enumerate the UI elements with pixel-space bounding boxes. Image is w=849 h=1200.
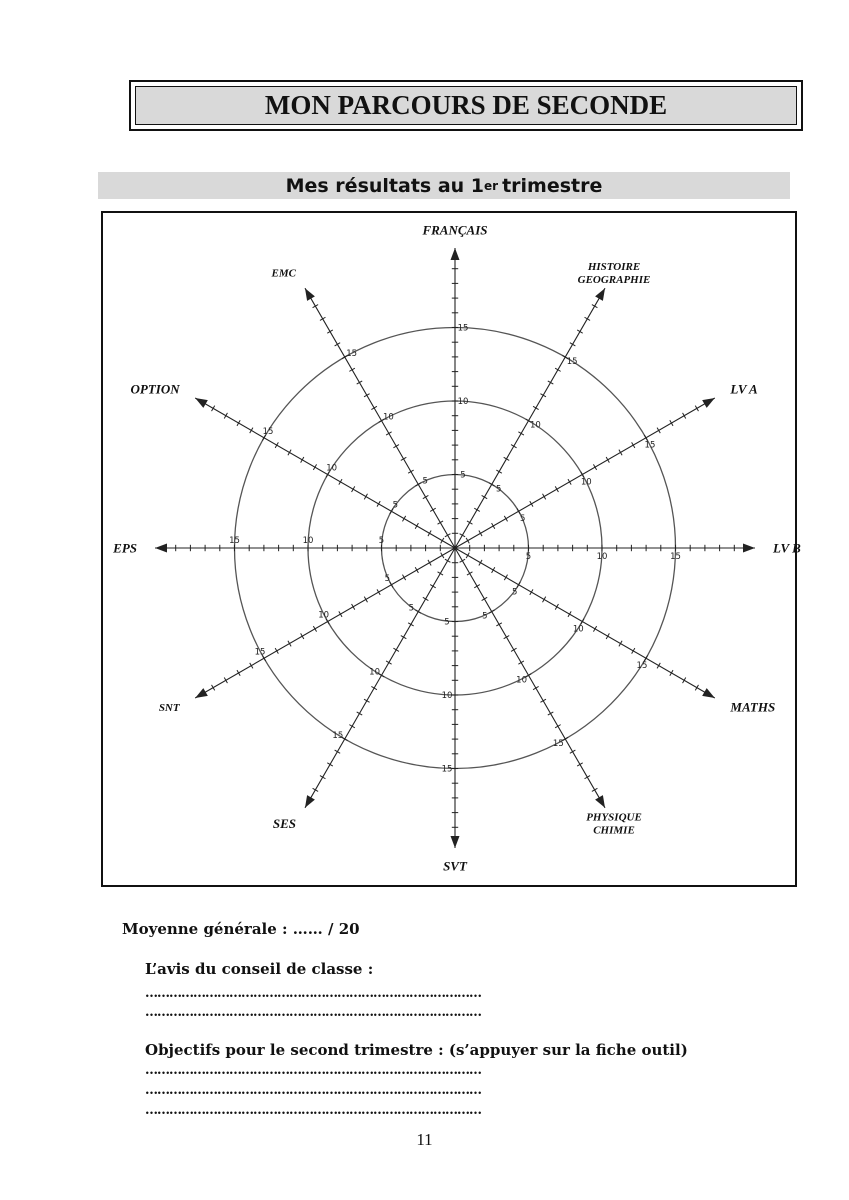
axis-tick: [467, 572, 473, 575]
axis-tick: [438, 521, 444, 524]
axis-tick: [474, 508, 480, 511]
axis-label-lv-b: LV B: [773, 540, 801, 556]
axis-tick: [237, 420, 240, 426]
axis-tick: [592, 305, 598, 308]
axis-tick: [237, 670, 240, 676]
axis-tick: [377, 501, 380, 507]
axis-label-maths: MATHS: [730, 699, 776, 715]
axis-line-snt: [195, 548, 455, 698]
axis-tick: [695, 406, 698, 412]
axis-tick: [349, 725, 355, 728]
axis-tick: [445, 534, 451, 537]
axis-tick: [339, 479, 342, 485]
tick-label-5: 5: [378, 536, 385, 546]
axis-tick: [377, 589, 380, 595]
axis-tick: [570, 750, 576, 753]
axis-tick: [632, 442, 635, 448]
axis-tick: [428, 531, 431, 537]
axis-label-snt: SNT: [158, 701, 180, 714]
tick-label-10: 10: [302, 536, 314, 546]
axis-label-histoire-geographie: GEOGRAPHIE: [577, 273, 651, 286]
axis-label-physique-chimie: CHIMIE: [593, 824, 635, 837]
axis-tick: [467, 521, 473, 524]
tick-label-15: 15: [346, 349, 358, 360]
axis-tick: [593, 626, 596, 632]
axis-tick: [592, 788, 598, 791]
axis-tick: [352, 604, 355, 610]
axis-tick: [683, 413, 686, 419]
axis-tick: [339, 611, 342, 617]
axis-arrow-option: [195, 398, 208, 408]
axis-arrow-lv-b: [743, 544, 755, 553]
tick-label-15: 15: [552, 738, 564, 749]
axis-tick: [657, 663, 660, 669]
axis-tick: [504, 575, 507, 581]
section-title-end: trimestre: [502, 174, 603, 197]
tick-label-15: 15: [262, 426, 274, 437]
axis-tick: [577, 330, 583, 333]
axis-tick: [492, 567, 495, 573]
axis-label-svt: SVT: [443, 858, 467, 874]
axis-tick: [415, 483, 421, 486]
axis-arrow-histoire-geographie: [595, 288, 605, 301]
axis-tick: [275, 648, 278, 654]
axis-tick: [585, 317, 591, 320]
axis-tick: [555, 368, 561, 371]
axis-tick: [543, 494, 546, 500]
axis-arrow-emc: [305, 288, 315, 301]
axis-tick: [401, 457, 407, 460]
axis-arrow-svt: [451, 836, 460, 848]
axis-tick: [313, 305, 319, 308]
objectifs-line-3[interactable]: …………………………………………………………………………: [145, 1103, 481, 1118]
axis-tick: [250, 663, 253, 669]
axis-tick: [212, 406, 215, 412]
tick-label-5: 5: [422, 476, 428, 487]
axis-label-emc: EMC: [271, 267, 296, 280]
axis-tick: [460, 534, 466, 537]
axis-tick: [352, 486, 355, 492]
axis-tick: [530, 501, 533, 507]
avis-conseil-label: L’avis du conseil de classe :: [145, 960, 374, 978]
axis-tick: [357, 381, 363, 384]
axis-tick: [408, 623, 414, 626]
tick-label-15: 15: [670, 552, 681, 562]
tick-label-15: 15: [457, 323, 469, 334]
tick-label-10: 10: [383, 412, 394, 423]
axis-line-physique-chimie: [455, 548, 605, 808]
axis-tick: [445, 559, 451, 562]
axis-tick: [570, 343, 576, 346]
tick-label-5: 5: [525, 552, 532, 562]
axis-label-ses: SES: [272, 815, 296, 831]
axis-tick: [533, 686, 539, 689]
axis-tick: [320, 776, 326, 779]
section-title: [98, 172, 790, 199]
axis-tick: [460, 559, 466, 562]
axis-tick: [335, 750, 341, 753]
axis-arrow-ses: [305, 795, 315, 808]
axis-tick: [288, 450, 291, 456]
axis-tick: [224, 678, 227, 684]
tick-label-15: 15: [332, 730, 344, 741]
axis-tick: [430, 585, 436, 588]
axis-tick: [504, 636, 510, 639]
axis-tick: [479, 560, 482, 566]
axis-tick: [632, 648, 635, 654]
tick-label-15: 15: [229, 536, 240, 546]
tick-label-5: 5: [482, 611, 488, 622]
axis-tick: [511, 648, 517, 651]
axis-tick: [695, 685, 698, 691]
axis-tick: [479, 531, 482, 537]
axis-label-histoire-geographie: HISTOIRE: [587, 260, 641, 273]
tick-label-5: 5: [460, 470, 466, 481]
axis-tick: [371, 406, 377, 409]
axis-tick: [301, 457, 304, 463]
axis-tick: [482, 597, 488, 600]
axis-tick: [517, 582, 520, 588]
radar-chart-frame: [101, 211, 801, 887]
axis-tick: [408, 470, 414, 473]
axis-tick: [441, 553, 444, 559]
objectifs-line-2[interactable]: …………………………………………………………………………: [145, 1083, 481, 1098]
axis-tick: [393, 445, 399, 448]
axis-tick: [357, 712, 363, 715]
tick-label-15: 15: [566, 357, 578, 368]
axis-tick: [568, 479, 571, 485]
objectifs-line-1[interactable]: …………………………………………………………………………: [145, 1063, 481, 1078]
tick-label-15: 15: [644, 440, 656, 451]
axis-tick: [402, 516, 405, 522]
avis-line-1[interactable]: …………………………………………………………………………: [145, 986, 481, 1001]
axis-tick: [657, 428, 660, 434]
axis-tick: [474, 585, 480, 588]
tick-label-10: 10: [530, 420, 541, 431]
axis-tick: [518, 432, 524, 435]
axis-tick: [423, 495, 429, 498]
radar-chart: [103, 213, 801, 885]
axis-line-emc: [302, 288, 455, 548]
axis-line-option: [195, 398, 455, 548]
axis-tick: [540, 394, 546, 397]
axis-tick: [555, 486, 558, 492]
axis-tick: [530, 589, 533, 595]
axis-tick: [518, 661, 524, 664]
page-number: 11: [416, 1130, 433, 1149]
axis-tick: [364, 597, 367, 603]
axis-tick: [275, 442, 278, 448]
axis-tick: [504, 516, 507, 522]
axis-tick: [489, 483, 495, 486]
tick-label-10: 10: [369, 667, 380, 678]
axis-tick: [320, 317, 326, 320]
axis-tick: [212, 685, 215, 691]
axis-tick: [313, 464, 316, 470]
axis-arrow-physique-chimie: [595, 795, 605, 808]
section-title-sup: er: [484, 178, 499, 193]
axis-tick: [555, 604, 558, 610]
axis-tick: [533, 406, 539, 409]
axis-tick: [390, 582, 393, 588]
axis-tick: [511, 445, 517, 448]
objectifs-label: Objectifs pour le second trimestre : (s’appuyer sur la fiche outil): [145, 1041, 688, 1059]
axis-line-histoire-geographie: [455, 288, 605, 548]
tick-label-15: 15: [254, 647, 266, 658]
tick-label-5: 5: [392, 500, 399, 511]
axis-tick: [441, 538, 444, 544]
axis-tick: [393, 648, 399, 651]
axis-arrow-maths: [702, 688, 715, 698]
axis-tick: [555, 725, 561, 728]
moyenne-generale: Moyenne générale : …… / 20: [122, 920, 360, 938]
axis-line-ses: [305, 548, 455, 808]
axis-tick: [415, 523, 418, 529]
tick-label-5: 5: [519, 514, 526, 525]
axis-tick: [670, 670, 673, 676]
section-title-main: Mes résultats au 1: [285, 174, 485, 197]
axis-tick: [683, 678, 686, 684]
axis-tick: [540, 699, 546, 702]
axis-line-maths: [455, 548, 715, 698]
axis-arrow-fran-ais: [451, 248, 460, 260]
axis-tick: [402, 575, 405, 581]
axis-tick: [548, 381, 554, 384]
axis-tick: [466, 553, 469, 559]
axis-tick: [577, 763, 583, 766]
tick-label-10: 10: [596, 552, 608, 562]
axis-tick: [619, 450, 622, 456]
axis-tick: [492, 523, 495, 529]
axis-tick: [568, 611, 571, 617]
axis-tick: [364, 394, 370, 397]
axis-line-lv-a: [455, 398, 715, 548]
chart-centre: [453, 546, 457, 550]
tick-label-10: 10: [326, 463, 338, 474]
axis-tick: [386, 661, 392, 664]
axis-tick: [606, 457, 609, 463]
axis-tick: [438, 572, 444, 575]
axis-tick: [288, 641, 291, 647]
axis-tick: [548, 712, 554, 715]
axis-tick: [301, 633, 304, 639]
tick-label-10: 10: [441, 691, 453, 701]
axis-label-eps: EPS: [113, 540, 137, 556]
tick-label-5: 5: [511, 587, 518, 598]
axis-tick: [364, 699, 370, 702]
tick-label-15: 15: [441, 764, 453, 775]
axis-label-lv-a: LV A: [730, 381, 758, 397]
axis-label-fran-ais: FRANÇAIS: [422, 222, 488, 238]
axis-tick: [327, 763, 333, 766]
axis-tick: [250, 428, 253, 434]
axis-label-option: OPTION: [130, 381, 180, 397]
axis-tick: [327, 330, 333, 333]
axis-arrow-lv-a: [702, 398, 715, 408]
axis-tick: [619, 641, 622, 647]
axis-tick: [504, 457, 510, 460]
axis-arrow-eps: [155, 544, 167, 553]
axis-arrow-snt: [195, 688, 208, 698]
axis-tick: [386, 432, 392, 435]
tick-label-10: 10: [516, 675, 527, 686]
axis-tick: [224, 413, 227, 419]
axis-tick: [496, 623, 502, 626]
axis-label-physique-chimie: PHYSIQUE: [586, 811, 642, 824]
axis-tick: [428, 560, 431, 566]
axis-tick: [585, 776, 591, 779]
axis-tick: [401, 636, 407, 639]
axis-tick: [364, 494, 367, 500]
axis-tick: [489, 610, 495, 613]
axis-tick: [313, 788, 319, 791]
tick-label-5: 5: [495, 484, 502, 495]
tick-label-10: 10: [580, 477, 592, 488]
axis-tick: [415, 610, 421, 613]
axis-tick: [496, 470, 502, 473]
axis-tick: [371, 686, 377, 689]
tick-label-5: 5: [408, 603, 415, 614]
page-title: MON PARCOURS DE SECONDE: [135, 86, 797, 125]
axis-tick: [313, 626, 316, 632]
axis-tick: [466, 538, 469, 544]
axis-tick: [415, 567, 418, 573]
tick-label-10: 10: [457, 397, 469, 407]
tick-label-10: 10: [572, 624, 584, 635]
avis-line-2[interactable]: …………………………………………………………………………: [145, 1005, 481, 1020]
axis-tick: [593, 464, 596, 470]
axis-tick: [335, 343, 341, 346]
tick-label-15: 15: [636, 661, 648, 672]
tick-label-10: 10: [318, 610, 330, 621]
axis-tick: [423, 597, 429, 600]
axis-tick: [606, 633, 609, 639]
page-title-box: [129, 80, 803, 131]
axis-tick: [430, 508, 436, 511]
tick-label-5: 5: [384, 573, 391, 584]
tick-label-5: 5: [444, 617, 450, 628]
axis-tick: [543, 597, 546, 603]
axis-tick: [349, 368, 355, 371]
axis-tick: [670, 420, 673, 426]
axis-tick: [482, 495, 488, 498]
